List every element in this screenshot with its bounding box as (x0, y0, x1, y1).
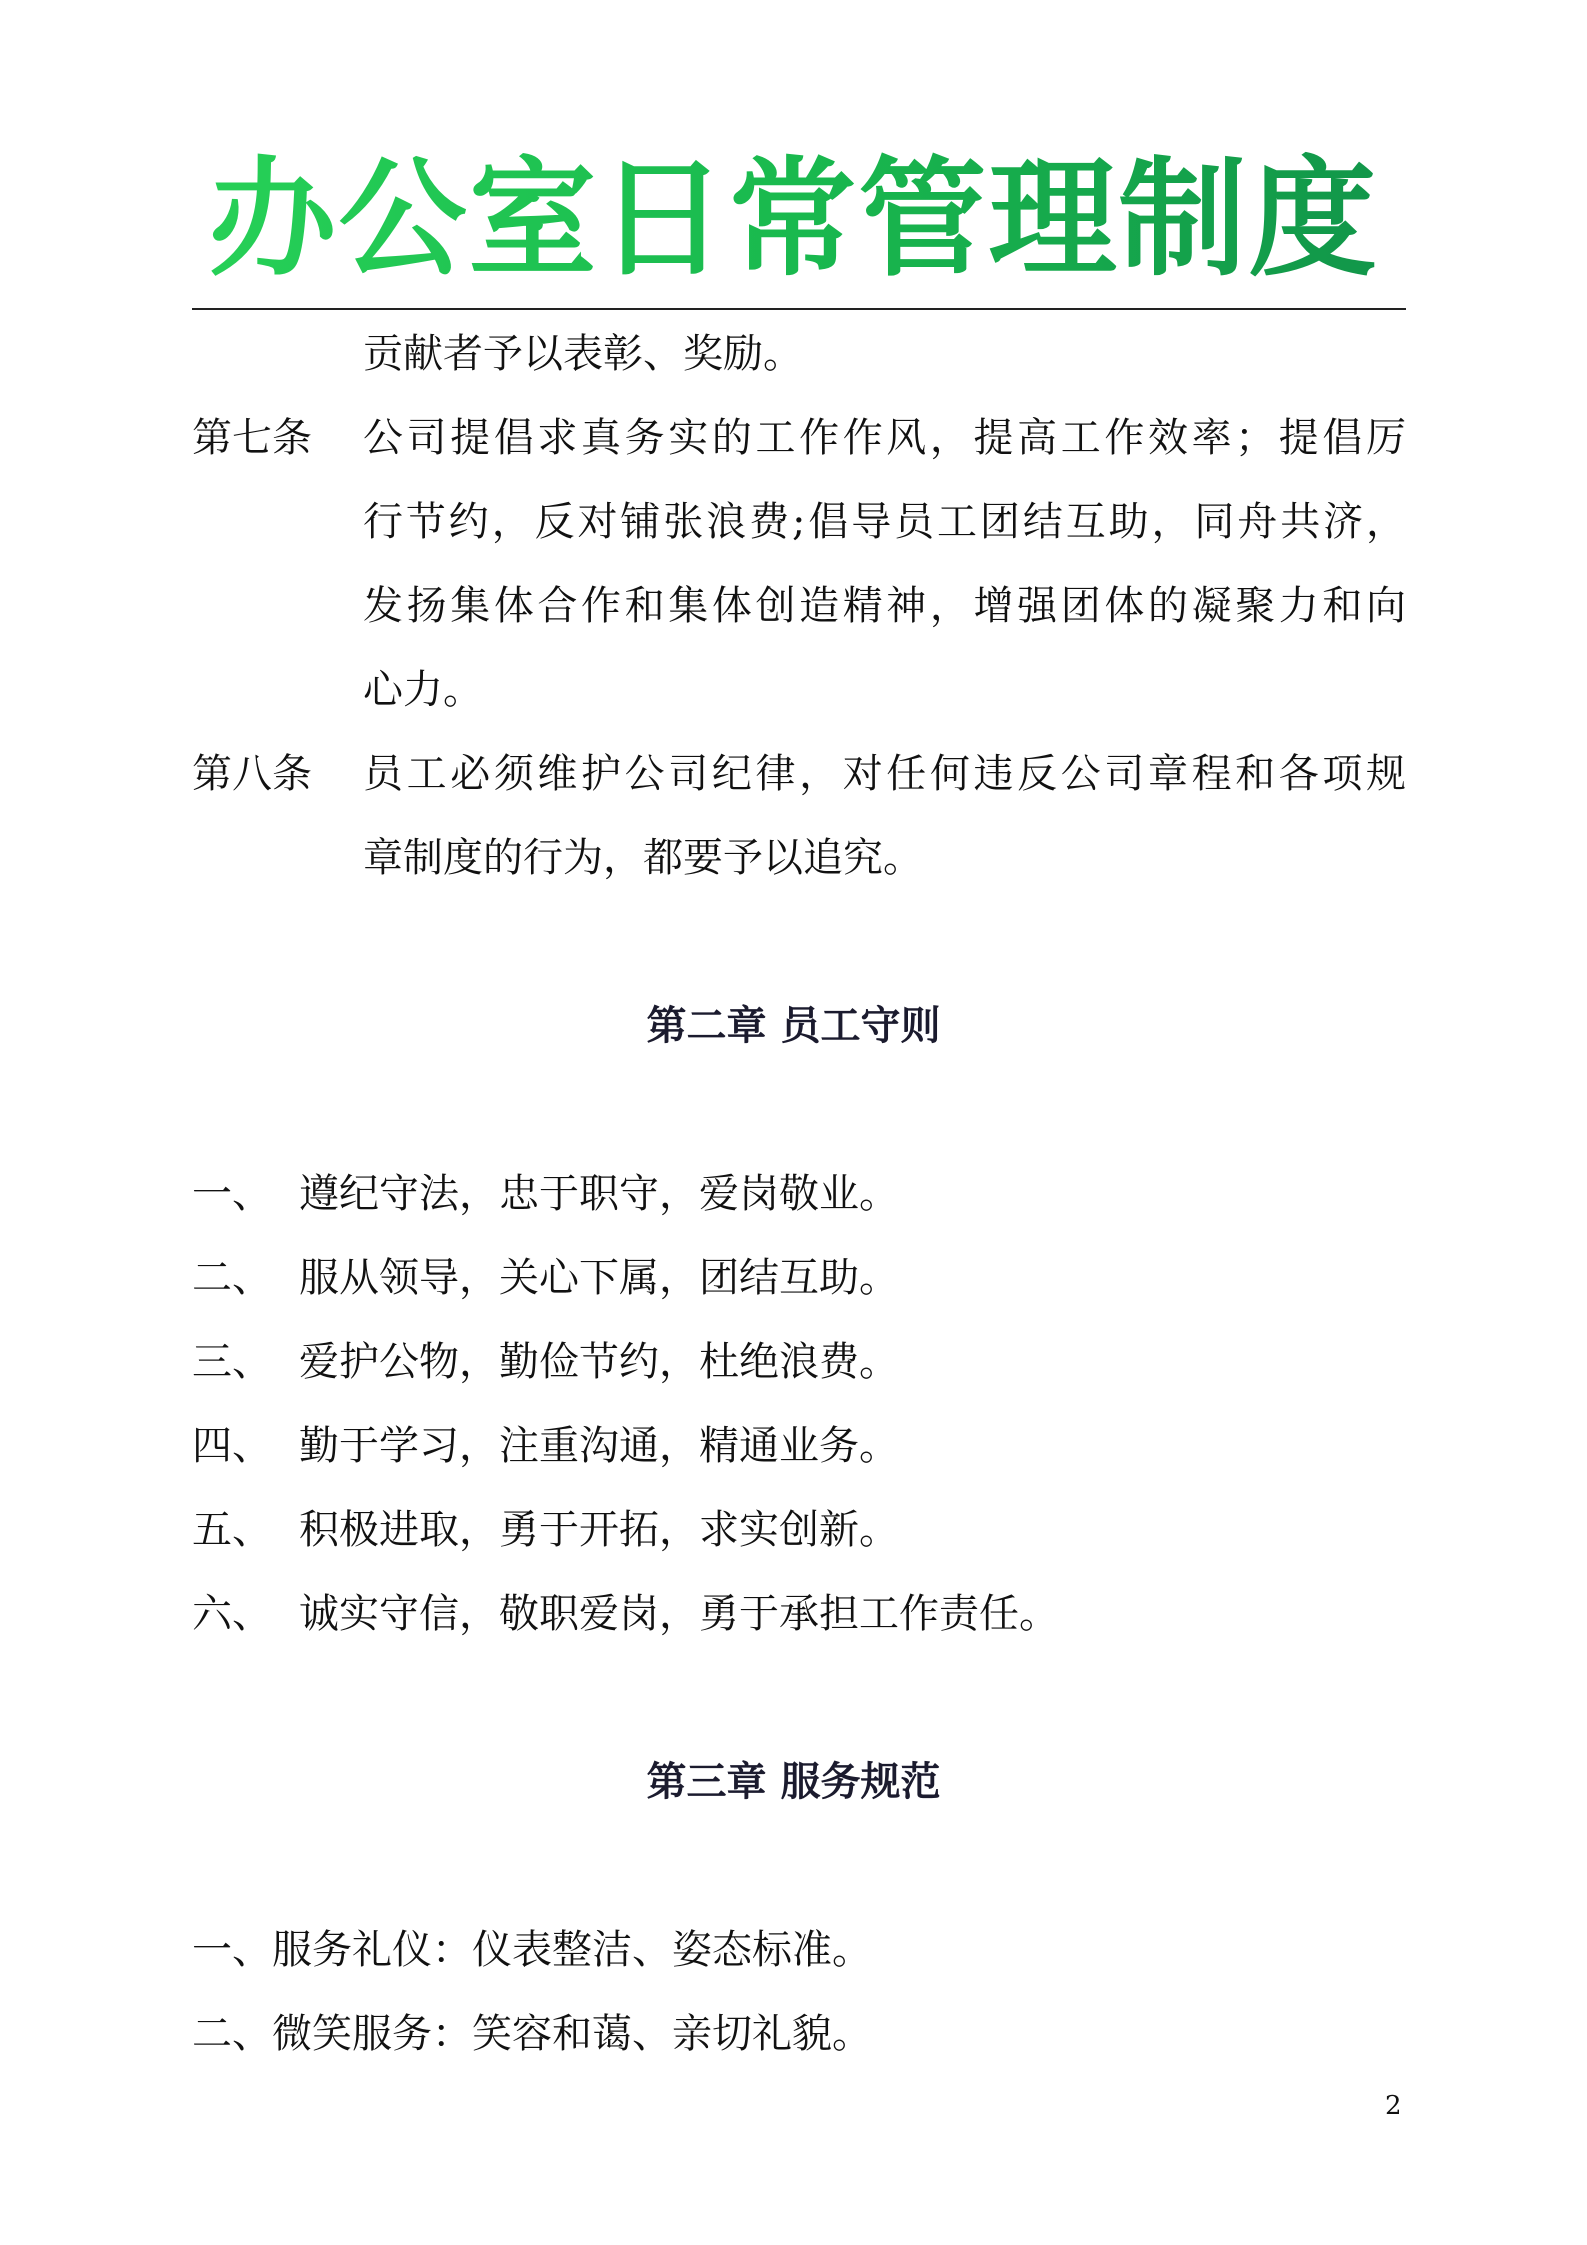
document-title: 办公室日常管理制度 (0, 140, 1587, 300)
article-line: 行节约，反对铺张浪费;倡导员工团结互助，同舟共济， (363, 499, 1406, 545)
list-item: 勤于学习，注重沟通，精通业务。 (299, 1423, 899, 1469)
article-line: 公司提倡求真务实的工作作风，提高工作效率；提倡厉 (363, 415, 1406, 461)
article-label: 第七条 (192, 415, 312, 461)
list-item: 积极进取，勇于开拓，求实创新。 (299, 1507, 899, 1553)
list-item: 二、微笑服务：笑容和蔼、亲切礼貌。 (192, 2011, 872, 2057)
article-line: 员工必须维护公司纪律，对任何违反公司章程和各项规 (363, 751, 1406, 797)
list-item-number: 五、 (192, 1507, 272, 1553)
header-divider (192, 308, 1406, 310)
list-item: 一、服务礼仪：仪表整洁、姿态标准。 (192, 1927, 872, 1973)
list-item-number: 六、 (192, 1591, 272, 1637)
list-item: 遵纪守法，忠于职守，爱岗敬业。 (299, 1171, 899, 1217)
article-line: 章制度的行为，都要予以追究。 (363, 835, 923, 881)
article-line: 发扬集体合作和集体创造精神，增强团体的凝聚力和向 (363, 583, 1406, 629)
article-line: 心力。 (363, 667, 483, 713)
chapter-2-heading: 第二章 员工守则 (646, 1003, 941, 1049)
page-number: 2 (1385, 2091, 1402, 2121)
continued-text: 贡献者予以表彰、奖励。 (363, 331, 803, 377)
list-item-number: 三、 (192, 1339, 272, 1385)
list-item-number: 四、 (192, 1423, 272, 1469)
list-item: 诚实守信，敬职爱岗，勇于承担工作责任。 (299, 1591, 1059, 1637)
article-label: 第八条 (192, 751, 312, 797)
chapter-3-heading: 第三章 服务规范 (646, 1759, 941, 1805)
list-item-number: 一、 (192, 1171, 272, 1217)
list-item: 爱护公物，勤俭节约，杜绝浪费。 (299, 1339, 899, 1385)
list-item-number: 二、 (192, 1255, 272, 1301)
list-item: 服从领导，关心下属，团结互助。 (299, 1255, 899, 1301)
